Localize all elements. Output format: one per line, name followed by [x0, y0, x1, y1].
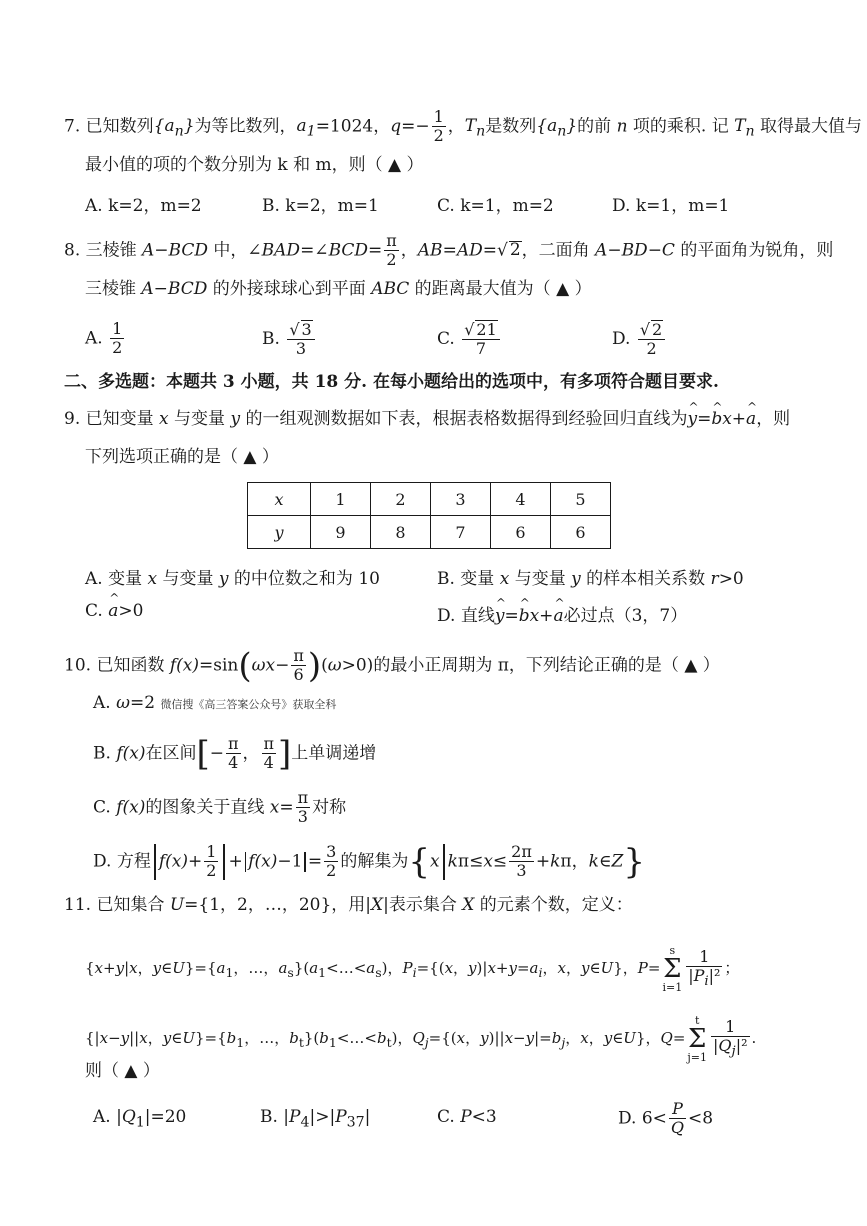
q8-option-c[interactable]: C. $\frac{√ 21}{7}$	[437, 320, 502, 359]
watermark-text: 微信搜《高三答案公众号》获取全科	[160, 698, 337, 711]
q11-line2: {x+y|x，$y\in U\}=\{a_1$，…，$a_s\}(a_1<\dots<a_s)$，$P_i=\{(x$，$y)|x+y=a_i$，x，y∈U}，P= s Σ i=1 $\frac{1}{|P_i|^2}$ ；	[85, 944, 740, 994]
table-cell: 5	[551, 483, 611, 516]
table-row-y	[248, 516, 611, 549]
table-cell: x	[248, 483, 311, 516]
q7-option-c[interactable]: C. k=1，m=2	[437, 196, 554, 216]
q10-line1: 10. 已知函数 f(x)=sin(ωx− $\frac{\pi}{6}$ )(ω>0)的最小正周期为 π，下列结论正确的是（ ▲ ）	[64, 645, 720, 686]
q11-line1: 11. 已知集合 U={1，2，…，20}，用|X|表示集合 X 的元素个数，定义：	[64, 895, 633, 915]
q8-line2: 三棱锥 A−BCD 的外接球球心到平面 ABC 的距离最大值为（ ▲ ）	[85, 279, 592, 299]
q8-option-b[interactable]: B. $\frac{√ 3}{3}$	[262, 320, 317, 359]
section-2-heading: 二、多选题：本题共 3 小题，共 18 分. 在每小题给出的选项中，有多项符合题目要求.	[64, 372, 719, 392]
table-cell: 9	[311, 516, 371, 549]
q11-line4: 则（ ▲ ）	[85, 1061, 160, 1081]
q10-option-b[interactable]: B. f(x)在区间[− $\frac{\pi}{4}$ ， $\frac{\pi}{4}$ ]上单调递增	[93, 733, 377, 774]
q11-option-d[interactable]: D. 6< $\frac{P}{Q}$ <8	[618, 1099, 714, 1138]
q10-option-d[interactable]: D. 方程 f(x)+ $\frac{1}{2}$ + f(x)−1 = $\frac{3}{2}$ 的解集为{x kπ≤x≤ $\frac{2\pi}{3}$ +kπ，k∈Z}	[93, 841, 645, 882]
q9-option-b[interactable]: B. 变量 x 与变量 y 的样本相关系数 r>0	[437, 569, 744, 589]
q7-option-b[interactable]: B. k=2，m=1	[262, 196, 379, 216]
q7-option-d[interactable]: D. k=1，m=1	[612, 196, 730, 216]
q10-option-c[interactable]: C. f(x)的图象关于直线 x= $\frac{\pi}{3}$ 对称	[93, 788, 347, 827]
q9-option-d[interactable]: D. 直线^ y=^ bx+^ a必过点（3，7）	[437, 601, 687, 626]
q10-option-a[interactable]: A. ω=2 微信搜《高三答案公众号》获取全科	[93, 693, 337, 713]
q9-line1: 9. 已知变量 x 与变量 y 的一组观测数据如下表，根据表格数据得到经验回归直线为^ y=^ bx+^ a，则	[64, 411, 790, 428]
q11-line3: {|x−y||x，$y\in U\}=\{b_1$，…，$b_t\}(b_1<\dots<b_t)$，$Q_j=\{(x$，$y)||x-y|=b_j$，x，y∈U}，Q= t Σ j=1 $\frac{1}{|Q_j|^2}$ .	[85, 1014, 757, 1064]
table-cell: y	[248, 516, 311, 549]
q9-option-c[interactable]: C. ^ a>0	[85, 601, 143, 621]
table-cell: 6	[551, 516, 611, 549]
table-row-x	[248, 483, 611, 516]
q11-option-b[interactable]: B. $|P_4|>|P_{37}|$	[260, 1107, 371, 1131]
table-cell: 1	[311, 483, 371, 516]
table-cell: 8	[371, 516, 431, 549]
table-cell: 2	[371, 483, 431, 516]
table-cell: 3	[431, 483, 491, 516]
q9-line2: 下列选项正确的是（ ▲ ）	[85, 447, 279, 467]
table-cell: 4	[491, 483, 551, 516]
q7-line2: 最小值的项的个数分别为 k 和 m，则（ ▲ ）	[85, 155, 424, 175]
q8-option-a[interactable]: A. $\frac{1}{2}$	[85, 319, 123, 358]
q9-data-table	[247, 482, 611, 549]
q8-line1: 8. 三棱锥 A−BCD 中，∠BAD=∠BCD= $\frac{\pi}{2}$ ，AB=AD=√ 2，二面角 A−BD−C 的平面角为锐角，则	[64, 231, 834, 270]
q11-option-a[interactable]: A. $|Q_1|=20$	[93, 1107, 187, 1131]
q8-option-d[interactable]: D. $\frac{√ 2}{2}$	[612, 320, 667, 359]
q9-option-a[interactable]: A. 变量 x 与变量 y 的中位数之和为 10	[85, 569, 380, 589]
q11-option-c[interactable]: C. P<3	[437, 1107, 497, 1127]
q7-option-a[interactable]: A. k=2，m=2	[85, 196, 202, 216]
table-cell: 6	[491, 516, 551, 549]
table-cell: 7	[431, 516, 491, 549]
q7-line1: 7. 已知数列$\{a_n\}$为等比数列，$a_1=1024$，q=− $\frac{1}{2}$ ，$T_n$是数列$\{a_n\}$的前 n 项的乘积. 记 $T_n$ 取得最大值与	[64, 107, 863, 146]
